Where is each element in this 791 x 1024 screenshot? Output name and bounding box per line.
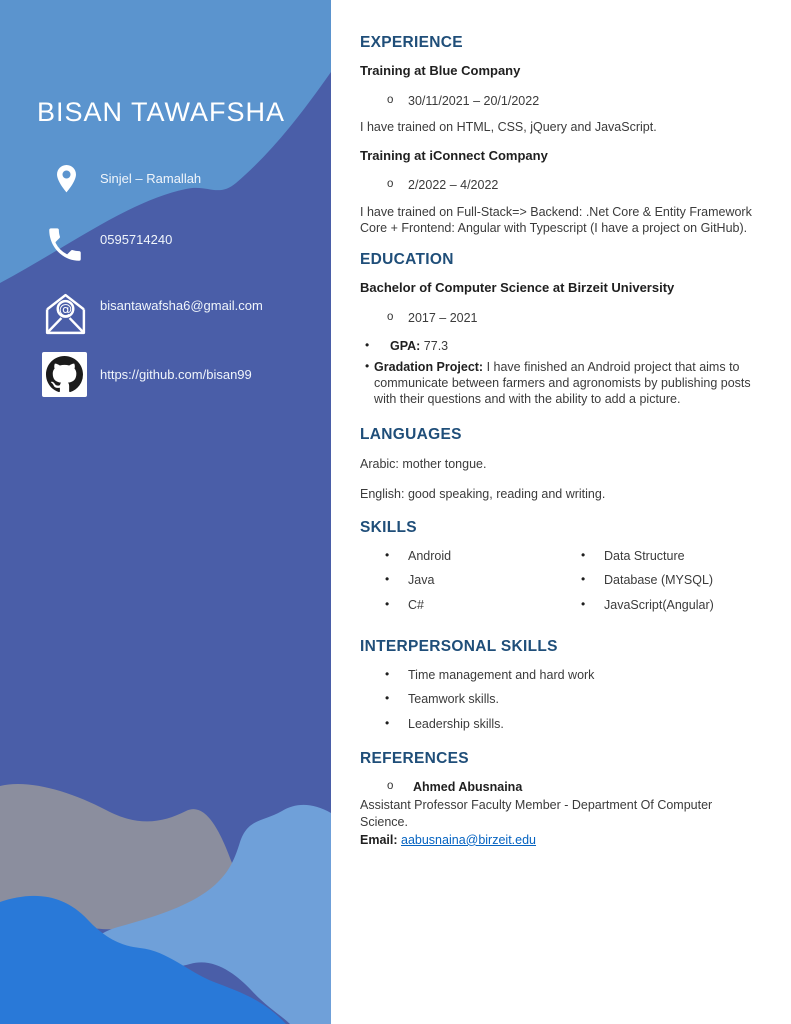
skill-label: Database (MYSQL) xyxy=(604,573,714,588)
email-text: bisantawafsha6@gmail.com xyxy=(100,298,263,313)
skill-item xyxy=(385,548,581,564)
language-item: English: good speaking, reading and writing. xyxy=(360,486,606,501)
circle-bullet: o xyxy=(387,94,394,107)
education-date-line xyxy=(387,310,756,326)
skill-label: Android xyxy=(408,549,452,564)
skills-heading: SKILLS xyxy=(360,519,417,537)
github-octocat-glyph xyxy=(46,356,83,393)
disc-bullet: • xyxy=(581,572,586,587)
section-languages xyxy=(360,425,756,502)
main-content xyxy=(360,33,756,848)
job-date: 2/2022 – 4/2022 xyxy=(408,178,499,193)
skill-item xyxy=(385,572,581,588)
job-date-line xyxy=(387,93,756,109)
skill-label: C# xyxy=(408,597,424,612)
interpersonal-label: Teamwork skills. xyxy=(408,692,499,707)
reference-name-line xyxy=(387,779,756,795)
skill-item xyxy=(581,548,756,564)
graduation-project-label: Gradation Project: xyxy=(374,359,484,374)
skill-item xyxy=(581,572,756,588)
disc-bullet: • xyxy=(365,358,370,373)
education-heading: EDUCATION xyxy=(360,251,454,269)
section-references xyxy=(360,749,756,848)
job-description: I have trained on HTML, CSS, jQuery and JavaScript. xyxy=(360,120,657,135)
reference-name: Ahmed Abusnaina xyxy=(413,780,523,795)
skill-label: Data Structure xyxy=(604,549,685,564)
disc-bullet: • xyxy=(385,667,390,682)
phone-text: 0595714240 xyxy=(100,232,173,247)
job-title: Training at iConnect Company xyxy=(360,147,548,163)
interpersonal-item xyxy=(385,667,756,683)
section-experience xyxy=(360,33,756,236)
graduation-project-description: I have finished an Android project that aims to communicate between farmers and agronomists by publishing posts with their questions and with the ability to add a picture. xyxy=(374,359,751,407)
degree-title: Bachelor of Computer Science at Birzeit University xyxy=(360,280,675,296)
person-name: BISAN TAWAFSHA xyxy=(37,97,286,127)
interpersonal-skills-heading: INTERPERSONAL SKILLS xyxy=(360,637,558,655)
job-date: 30/11/2021 – 20/1/2022 xyxy=(408,94,540,109)
section-skills xyxy=(360,518,756,613)
skill-item xyxy=(581,597,756,613)
location-pin-icon xyxy=(54,165,79,199)
sidebar xyxy=(0,0,331,1024)
disc-bullet: • xyxy=(581,596,586,611)
education-date: 2017 – 2021 xyxy=(408,311,478,326)
references-heading: REFERENCES xyxy=(360,749,469,767)
skill-label: JavaScript(Angular) xyxy=(604,597,714,612)
graduation-project-line xyxy=(365,359,756,408)
disc-bullet: • xyxy=(385,596,390,611)
disc-bullet: • xyxy=(385,572,390,587)
section-education xyxy=(360,250,756,407)
reference-email-line xyxy=(360,832,756,848)
reference-title: Assistant Professor Faculty Member - Department Of Computer Science. xyxy=(360,798,713,829)
gpa-value: 77.3 xyxy=(420,339,449,354)
gpa-label: GPA: xyxy=(390,339,421,354)
disc-bullet: • xyxy=(385,691,390,706)
circle-bullet: o xyxy=(387,178,394,191)
graduation-project-text xyxy=(374,359,756,408)
skill-item xyxy=(385,597,581,613)
sidebar-wave-background xyxy=(0,0,331,1024)
section-interpersonal-skills xyxy=(360,637,756,732)
phone-icon xyxy=(44,224,86,266)
github-text: https://github.com/bisan99 xyxy=(100,367,252,382)
disc-bullet: • xyxy=(385,548,390,563)
circle-bullet: o xyxy=(387,311,394,324)
job-description: I have trained on Full-Stack=> Backend: .Net Core & Entity Framework Core + Frontend: Angular with Typescript (I have a project on GitHub). xyxy=(360,204,752,235)
location-text: Sinjel – Ramallah xyxy=(100,171,202,186)
gpa-line xyxy=(365,338,756,354)
languages-heading: LANGUAGES xyxy=(360,426,462,444)
reference-email-link[interactable]: aabusnaina@birzeit.edu xyxy=(401,832,537,847)
github-icon xyxy=(42,352,87,397)
interpersonal-item xyxy=(385,691,756,707)
language-item: Arabic: mother tongue. xyxy=(360,456,487,471)
skill-label: Java xyxy=(408,573,435,588)
circle-bullet: o xyxy=(387,780,394,793)
disc-bullet: • xyxy=(385,715,390,730)
disc-bullet: • xyxy=(581,548,586,563)
skills-grid xyxy=(385,548,756,613)
svg-text:@: @ xyxy=(58,302,73,318)
email-icon xyxy=(42,291,89,338)
disc-bullet: • xyxy=(365,338,370,353)
interpersonal-label: Time management and hard work xyxy=(408,668,595,683)
interpersonal-item xyxy=(385,716,756,732)
job-date-line xyxy=(387,177,756,193)
interpersonal-label: Leadership skills. xyxy=(408,716,504,731)
experience-heading: EXPERIENCE xyxy=(360,34,463,51)
gpa-text xyxy=(390,338,448,354)
job-title: Training at Blue Company xyxy=(360,63,521,79)
reference-email-label: Email: xyxy=(360,832,398,847)
